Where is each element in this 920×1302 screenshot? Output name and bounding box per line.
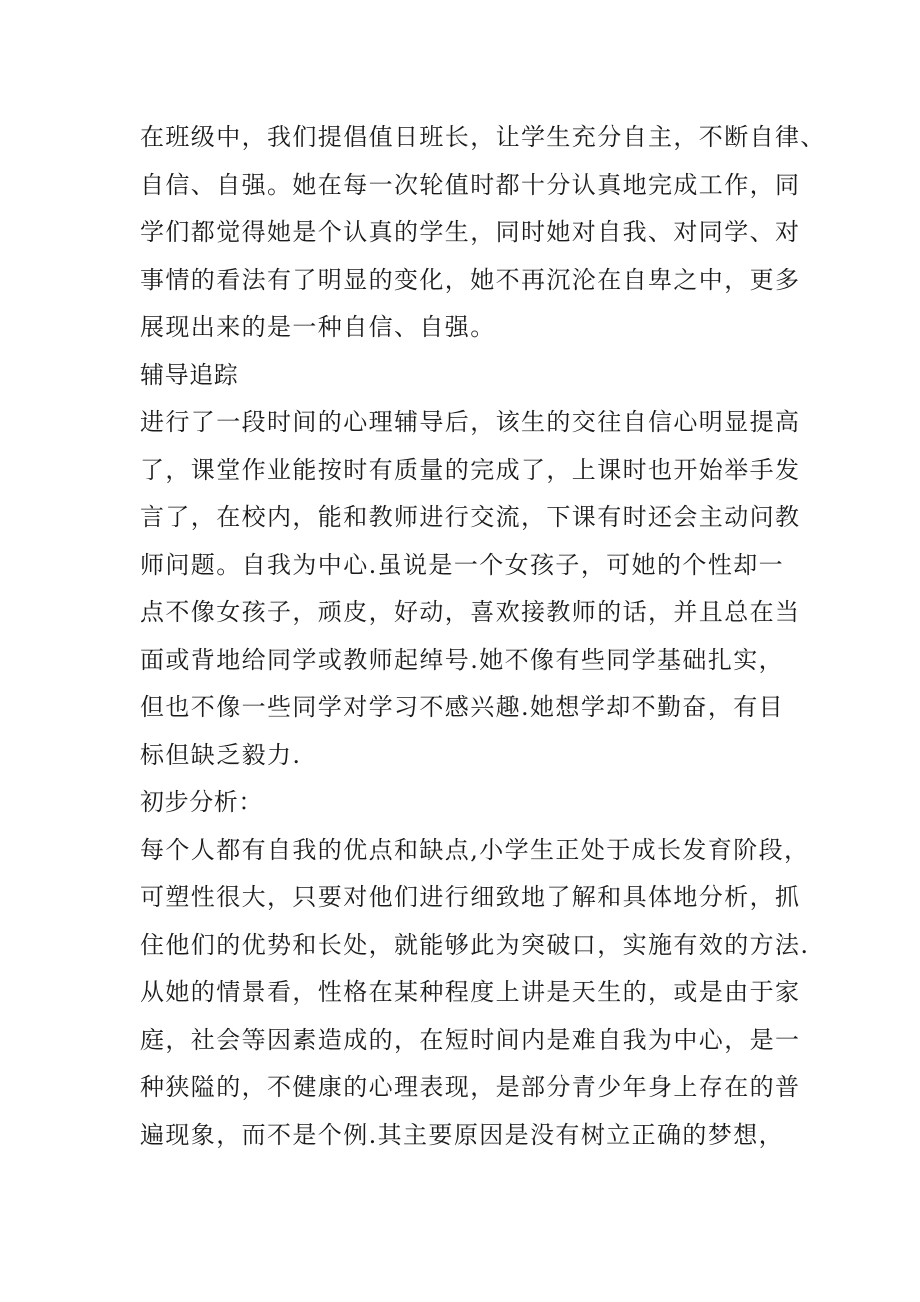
document-body	[140, 114, 826, 1159]
section-heading-counseling-tracking: 辅导追踪	[140, 360, 239, 389]
text-line: 标但缺乏毅力.	[140, 740, 302, 769]
section-heading-preliminary-analysis: 初步分析：	[140, 788, 263, 816]
text-line: 言了，在校内，能和教师进行交流，下课有时还会主动问教	[140, 503, 801, 531]
text-line: 在班级中，我们提倡值日班长，让学生充分自主，不断自律、	[140, 123, 826, 151]
text-line: 但也不像一些同学对学习不感兴趣.她想学却不勤奋，有目	[140, 693, 785, 721]
text-line: 住他们的优势和长处，就能够此为突破口，实施有效的方法.	[140, 930, 810, 959]
text-line: 展现出来的是一种自信、自强。	[140, 313, 496, 341]
text-line: 事情的看法有了明显的变化，她不再沉沦在自卑之中，更多	[140, 265, 801, 294]
text-line: 学们都觉得她是个认真的学生，同时她对自我、对同学、对	[140, 218, 801, 246]
text-line: 点不像女孩子，顽皮，好动，喜欢接教师的话，并且总在当	[140, 598, 801, 626]
text-line: 遍现象，而不是个例.其主要原因是没有树立正确的梦想，	[140, 1120, 785, 1149]
text-line: 可塑性很大，只要对他们进行细致地了解和具体地分析，抓	[140, 883, 801, 911]
text-line: 面或背地给同学或教师起绰号.她不像有些同学基础扎实，	[140, 645, 785, 674]
text-line: 师问题。自我为中心.虽说是一个女孩子，可她的个性却一	[140, 550, 785, 579]
text-line: 种狭隘的，不健康的心理表现，是部分青少年身上存在的普	[140, 1073, 801, 1101]
text-line: 自信、自强。她在每一次轮值时都十分认真地完成工作，同	[140, 170, 801, 199]
text-line: 每个人都有自我的优点和缺点,小学生正处于成长发育阶段，	[140, 835, 810, 864]
text-line: 了，课堂作业能按时有质量的完成了，上课时也开始举手发	[140, 455, 801, 484]
text-line: 庭，社会等因素造成的，在短时间内是难自我为中心，是一	[140, 1025, 801, 1054]
text-line: 从她的情景看，性格在某种程度上讲是天生的，或是由于家	[140, 978, 801, 1006]
text-line: 进行了一段时间的心理辅导后，该生的交往自信心明显提高	[140, 408, 801, 436]
